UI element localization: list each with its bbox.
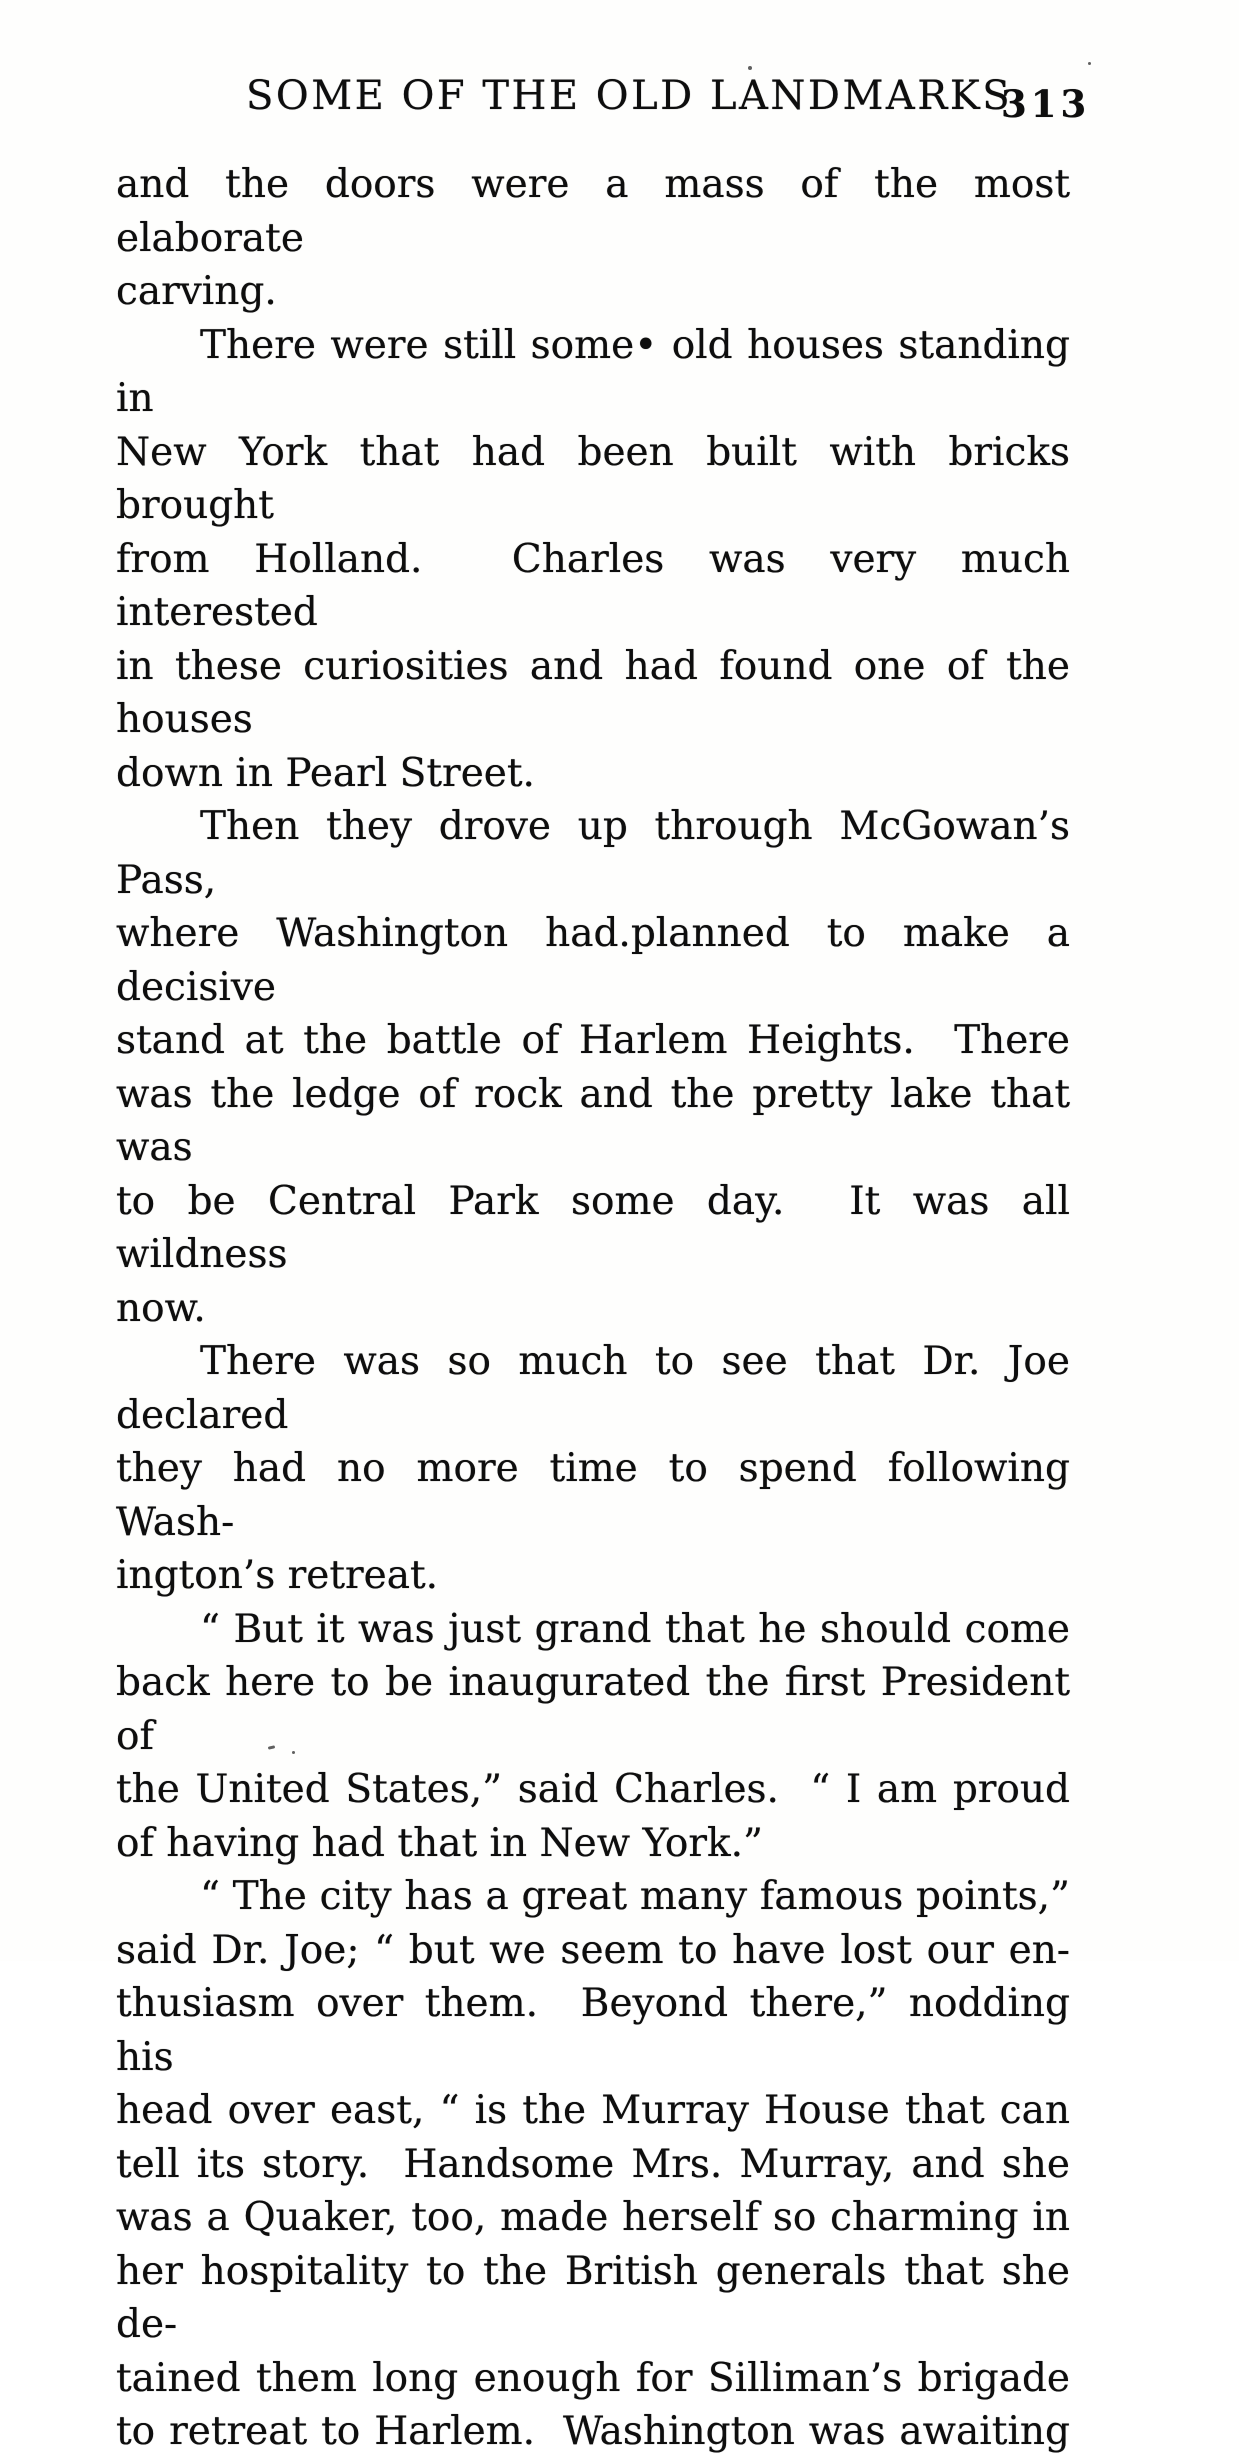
text-line: There was so much to see that Dr. Joe declared [116, 1339, 1083, 1438]
text-line: ington’s retreat. [116, 1553, 439, 1598]
text-line: her hospitality to the British generals that she de- [116, 2248, 1083, 2347]
text-line: head over east, “ is the Murray House that can [116, 2088, 1070, 2133]
text-line: to be Central Park some day. It was all wildness [116, 1178, 1083, 1277]
text-line: the United States,” said Charles. “ I am proud [116, 1767, 1070, 1812]
page-number: 313 [1001, 82, 1091, 126]
text-line: was a Quaker, too, made herself so charming in [116, 2195, 1070, 2240]
text-line: New York that had been built with bricks brought [116, 429, 1083, 528]
running-header: SOME OF THE OLD LANDMARKS [246, 73, 1013, 119]
text-line: they had no more time to spend following Wash- [116, 1446, 1083, 1545]
text-line: was the ledge of rock and the pretty lake that was [116, 1071, 1083, 1170]
page-body [116, 158, 1083, 2459]
ink-speck [292, 1751, 295, 1754]
text-line: back here to be inaugurated the first President of [116, 1660, 1083, 1759]
text-line: where Washington had.planned to make a decisive [116, 911, 1083, 1010]
text-line: stand at the battle of Harlem Heights. There [116, 1018, 1070, 1063]
ink-speck [748, 66, 752, 70]
text-line: in these curiosities and had found one of the houses [116, 643, 1083, 742]
text-line: Then they drove up through McGowan’s Pass, [116, 804, 1083, 903]
text-line: “ But it was just grand that he should come [200, 1606, 1070, 1652]
text-line: “ The city has a great many famous points,” [200, 1874, 1070, 1919]
text-line: down in Pearl Street. [116, 750, 535, 796]
text-line: carving. [116, 269, 277, 314]
text-line: of having had that in New York.” [116, 1820, 763, 1866]
text-line: from Holland. Charles was very much interested [116, 536, 1083, 635]
text-line: said Dr. Joe; “ but we seem to have lost our en- [116, 1927, 1070, 1973]
text-line: to retreat to Harlem. Washington was awaiting [116, 2409, 1070, 2454]
text-line: There were still some• old houses standing in [116, 322, 1083, 421]
text-line: thusiasm over them. Beyond there,” nodding his [116, 1981, 1083, 2080]
text-line: and the doors were a mass of the most elaborate [116, 162, 1083, 261]
ink-speck [1088, 62, 1091, 65]
text-line: tained them long enough for Silliman’s brigade [116, 2355, 1070, 2401]
text-line: now. [116, 1285, 206, 1331]
text-line: tell its story. Handsome Mrs. Murray, and she [116, 2141, 1070, 2187]
